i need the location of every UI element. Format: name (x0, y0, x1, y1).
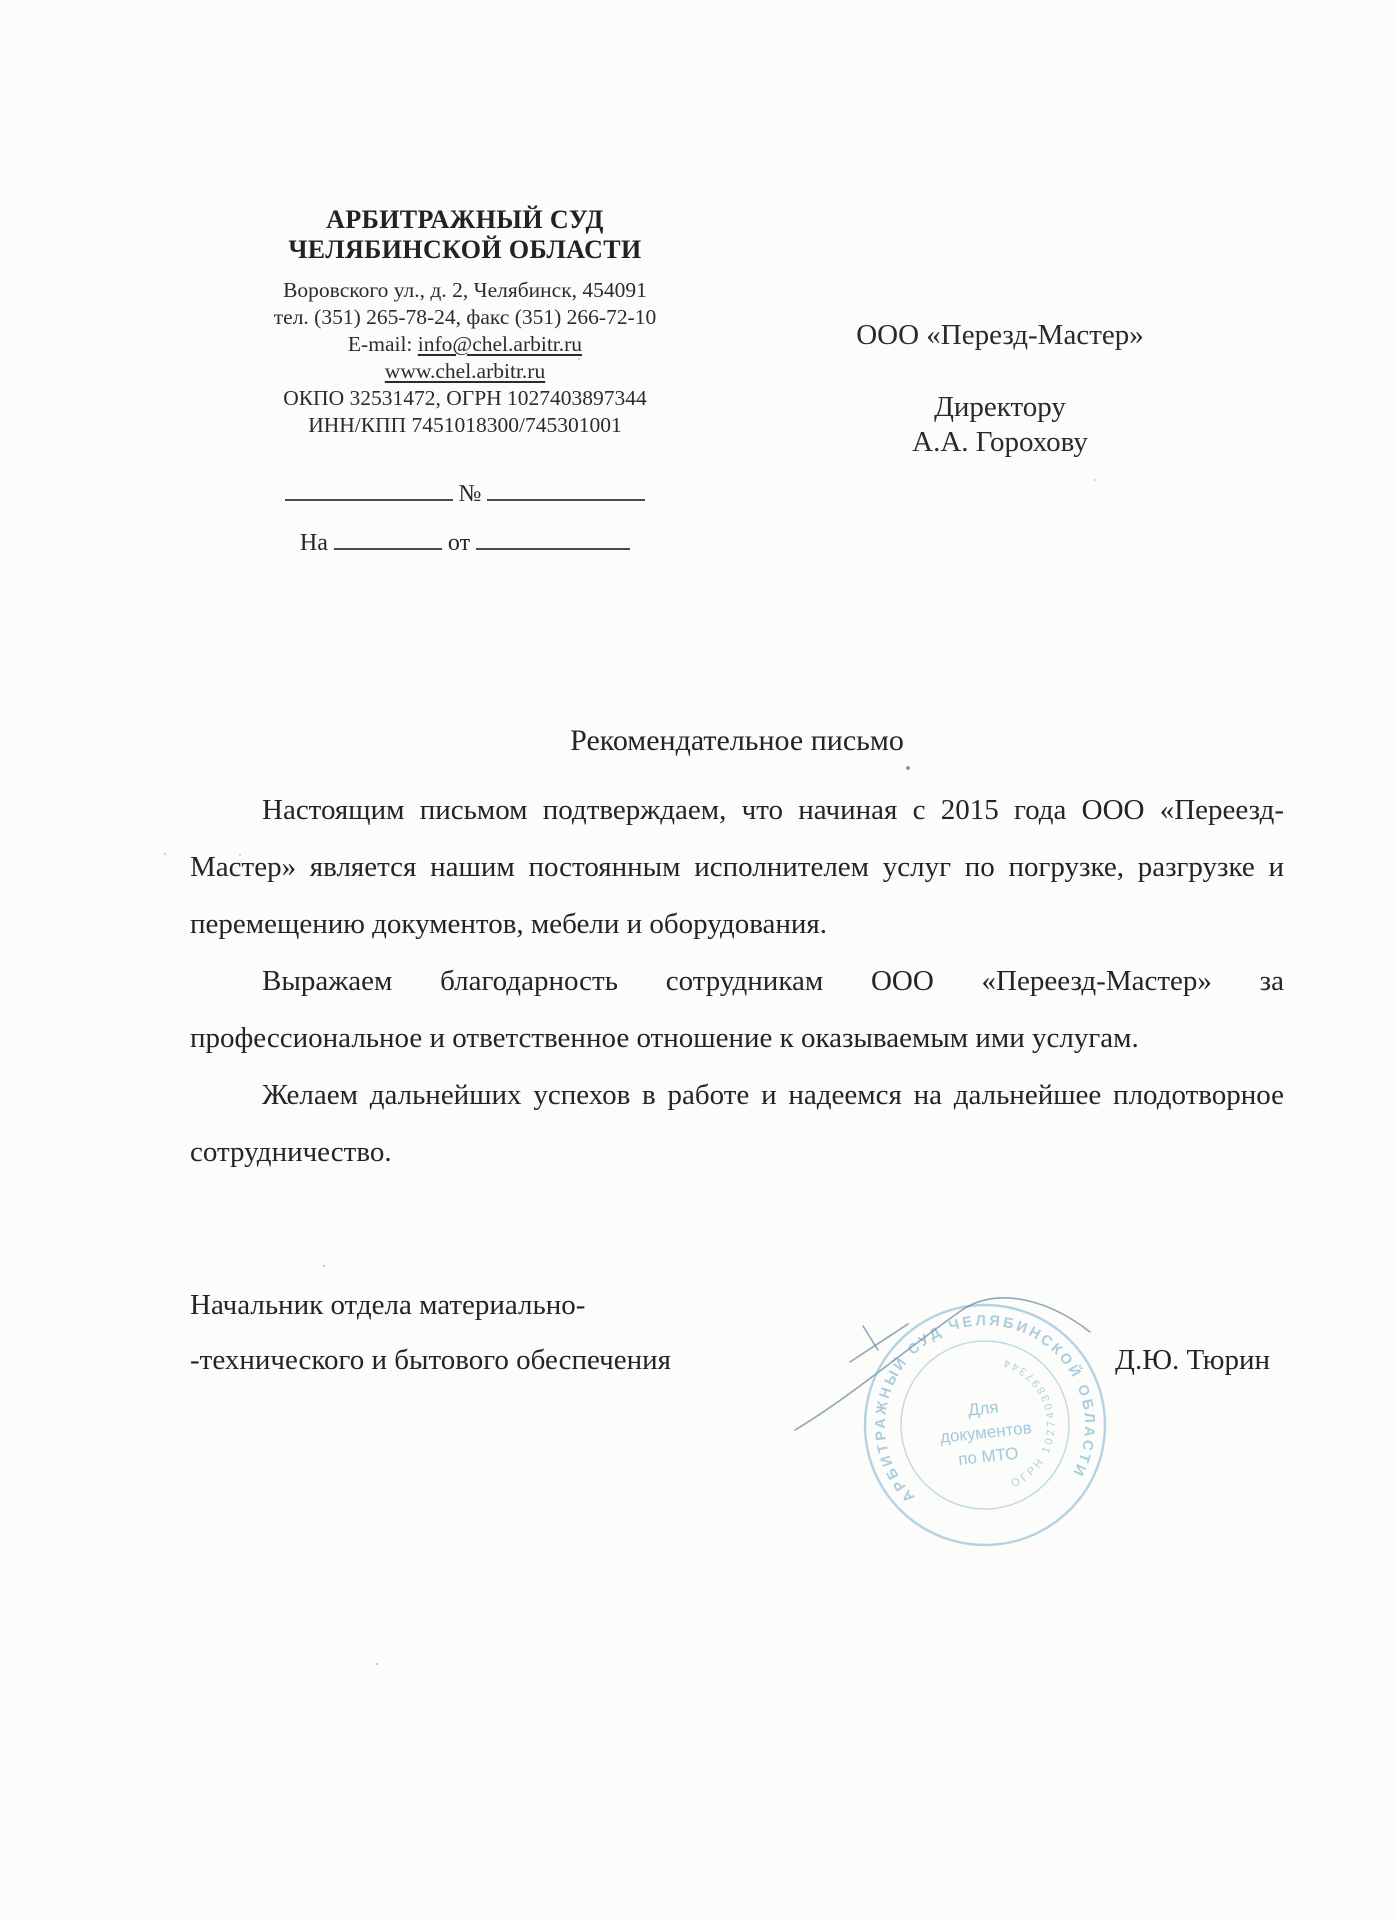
letterhead (215, 205, 715, 557)
paragraph-1: Настоящим письмом подтверждаем, что начиная с 2015 года ООО «Переезд-Мастер» является нашим постоянным исполнителем услуг по погрузке, разгрузке и перемещению документов, мебели и оборудования. (190, 794, 1284, 940)
stamp-group (853, 1293, 1117, 1557)
letterhead-email-line (215, 331, 715, 358)
addressee-name: А.А. Горохову (912, 426, 1088, 458)
na-blank (334, 528, 442, 550)
stamp-center-line3: по МТО (957, 1443, 1020, 1469)
na-label: На (299, 530, 328, 556)
addressee-block (780, 318, 1220, 460)
signature-position-line2: -технического и бытового обеспечения (190, 1344, 672, 1376)
paragraph-2: Выражаем благодарность сотрудникам ООО «Переезд-Мастер» за профессиональное и ответственное отношение к оказываемым ими услугам. (190, 965, 1284, 1054)
addressee-company: ООО «Перезд-Мастер» (856, 319, 1144, 351)
signatory-name: Д.Ю. Тюрин (1115, 1344, 1270, 1376)
court-name-line2: ЧЕЛЯБИНСКОЙ ОБЛАСТИ (288, 235, 642, 264)
letter-body (190, 722, 1284, 1181)
court-name-line1: АРБИТРАЖНЫЙ СУД (326, 205, 604, 234)
ref-number-blank-right (487, 479, 645, 501)
signature-position-line1: Начальник отдела материально- (190, 1289, 586, 1321)
ref-date-line (215, 528, 715, 557)
letterhead-address: Воровского ул., д. 2, Челябинск, 454091 (283, 278, 647, 302)
letterhead-okpo-ogrn: ОКПО 32531472, ОГРН 1027403897344 (283, 386, 647, 410)
number-sign: № (458, 481, 482, 507)
ot-blank (476, 528, 630, 550)
stamp-center-line2: документов (939, 1418, 1033, 1447)
letterhead-details (215, 277, 715, 439)
letterhead-website: www.chel.arbitr.ru (384, 359, 546, 383)
letter-title: Рекомендательное письмо (570, 724, 904, 757)
ref-number-blank-left (285, 479, 453, 501)
stamp-center-line1: Для (967, 1397, 1000, 1420)
email-value: info@chel.arbitr.ru (417, 332, 583, 356)
ot-label: от (447, 530, 471, 556)
email-label: E-mail: (347, 332, 418, 356)
letterhead-phone-fax: тел. (351) 265-78-24, факс (351) 266-72-10 (273, 305, 657, 329)
ref-number-line (215, 479, 715, 508)
addressee-position: Директору (934, 391, 1066, 423)
official-stamp (700, 1262, 1260, 1602)
stamp-ogrn-text: ОГРН 1027403897344 (1001, 1356, 1058, 1491)
stamp-ring-text: АРБИТРАЖНЫЙ СУД ЧЕЛЯБИНСКОЙ ОБЛАСТИ (872, 1313, 1098, 1505)
scan-noise (906, 766, 910, 770)
paragraph-3: Желаем дальнейших успехов в работе и надеемся на дальнейшее плодотворное сотрудничество. (190, 1079, 1284, 1168)
letterhead-inn-kpp: ИНН/КПП 7451018300/745301001 (308, 413, 622, 437)
